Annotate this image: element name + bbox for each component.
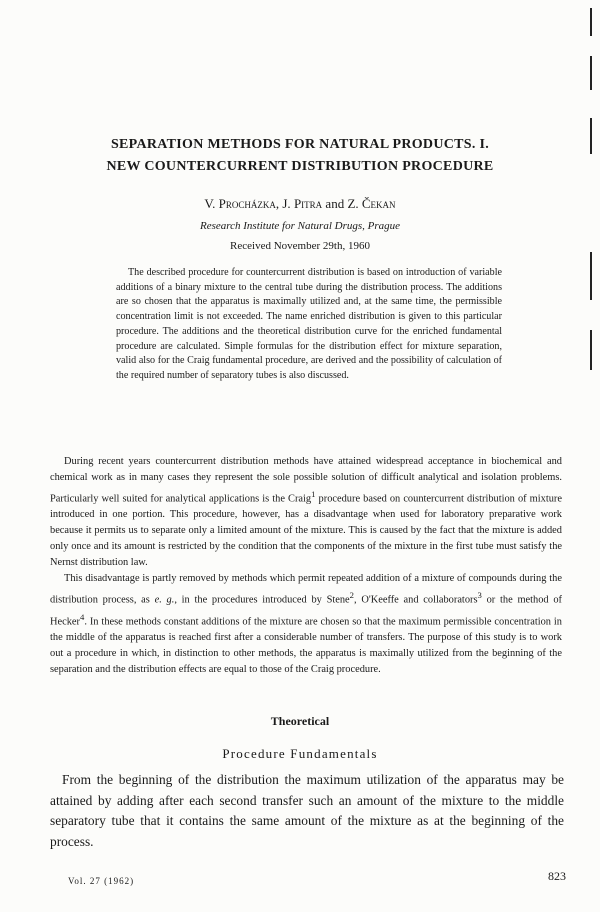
author-sep-1: , J.	[275, 196, 294, 211]
title-line-1: SEPARATION METHODS FOR NATURAL PRODUCTS. I.	[110, 137, 490, 152]
citation-2: 2	[349, 590, 354, 601]
intro-p2-text-2: , in the procedures introduced by Stene	[174, 594, 350, 606]
author-list	[0, 196, 600, 212]
author-1-name: Procházka	[218, 196, 276, 211]
intro-p1-text-2: procedure based on countercurrent distribution of mixture introduced in one portion. This procedure, however, has a disadvantage when used for laboratory preparative work because it permits us to separate only a limited amount of the mixture. This is caused by the fact that the mixture is added only once and its amount is restricted by the condition that the components of the mixture in the first tube must satisfy the Nernst distribution law.	[50, 493, 562, 569]
intro-paragraph-2	[50, 571, 562, 678]
scan-edge-mark	[590, 330, 592, 370]
subsection-heading: Procedure Fundamentals	[222, 746, 378, 761]
author-3-name: Čekan	[361, 196, 396, 211]
intro-p2-text-5: . In these methods constant additions of the mixture are chosen so that the maximum permissible concentration in the middle of the apparatus is reached first after a considerable number of transfers. The purpose of this study is to work out a procedure in which, in distinction to other methods, the apparatus is maximally utilized from the beginning of the separation and the distribution effects are equal to those of the Craig procedure.	[50, 616, 562, 676]
citation-3: 3	[477, 590, 482, 601]
citation-4: 4	[80, 611, 85, 622]
affiliation: Research Institute for Natural Drugs, Prague	[199, 220, 401, 232]
procedure-paragraph: From the beginning of the distribution the maximum utilization of the apparatus may be attained by adding after each second transfer such an amount of the mixture to the middle separatory tube that it contains the same amount of the mixture as at the beginning of the process.	[50, 772, 564, 849]
scan-edge-mark	[590, 252, 592, 300]
journal-volume: Vol. 27 (1962)	[68, 876, 135, 886]
intro-p2-text-1: This disadvantage is partly removed by methods which permit repeated addition of a mixture of compounds during the distribution process, as	[50, 573, 562, 606]
intro-p1-text-1: During recent years countercurrent distribution methods have attained widespread acceptance in biochemical and chemical work as in many cases they represent the sole possible solution of difficult analytical and isolation problems. Particularly well suited for analytical applications is the Craig	[50, 456, 562, 505]
introduction	[50, 454, 562, 678]
abstract: The described procedure for countercurrent distribution is based on introduction of variable additions of a binary mixture to the central tube during the distribution process. The additions are so chosen that the apparatus is maximally utilized and, at the same time, the permissible concentration limit is not exceeded. The name enriched distribution is given to this particular procedure. The additions and the theoretical distribution curve for the enriched fundamental procedure are calculated. Simple formulas for the distribution effect for mixture separation, valid also for the Craig fundamental procedure, are derived and the possibility of calculation of the required number of separatory tubes is also discussed.	[116, 267, 502, 381]
paper-title	[0, 134, 600, 178]
scan-edge-mark	[590, 56, 592, 90]
page-number: 823	[548, 869, 566, 883]
author-1-initial: V.	[204, 196, 219, 211]
received-date: Received November 29th, 1960	[230, 240, 370, 252]
title-line-2: NEW COUNTERCURRENT DISTRIBUTION PROCEDURE	[106, 159, 494, 174]
intro-p2-text-3: , O'Keeffe and collaborators	[354, 594, 478, 606]
intro-p2-text-4: or the method of Hecker	[50, 594, 563, 628]
author-sep-2: and Z.	[322, 196, 362, 211]
intro-p2-eg: e. g.	[154, 594, 175, 606]
citation-1: 1	[311, 489, 316, 499]
scan-edge-mark	[590, 8, 592, 36]
author-2-name: Pitra	[293, 196, 323, 211]
intro-paragraph-1	[50, 454, 562, 571]
section-heading: Theoretical	[270, 714, 330, 728]
